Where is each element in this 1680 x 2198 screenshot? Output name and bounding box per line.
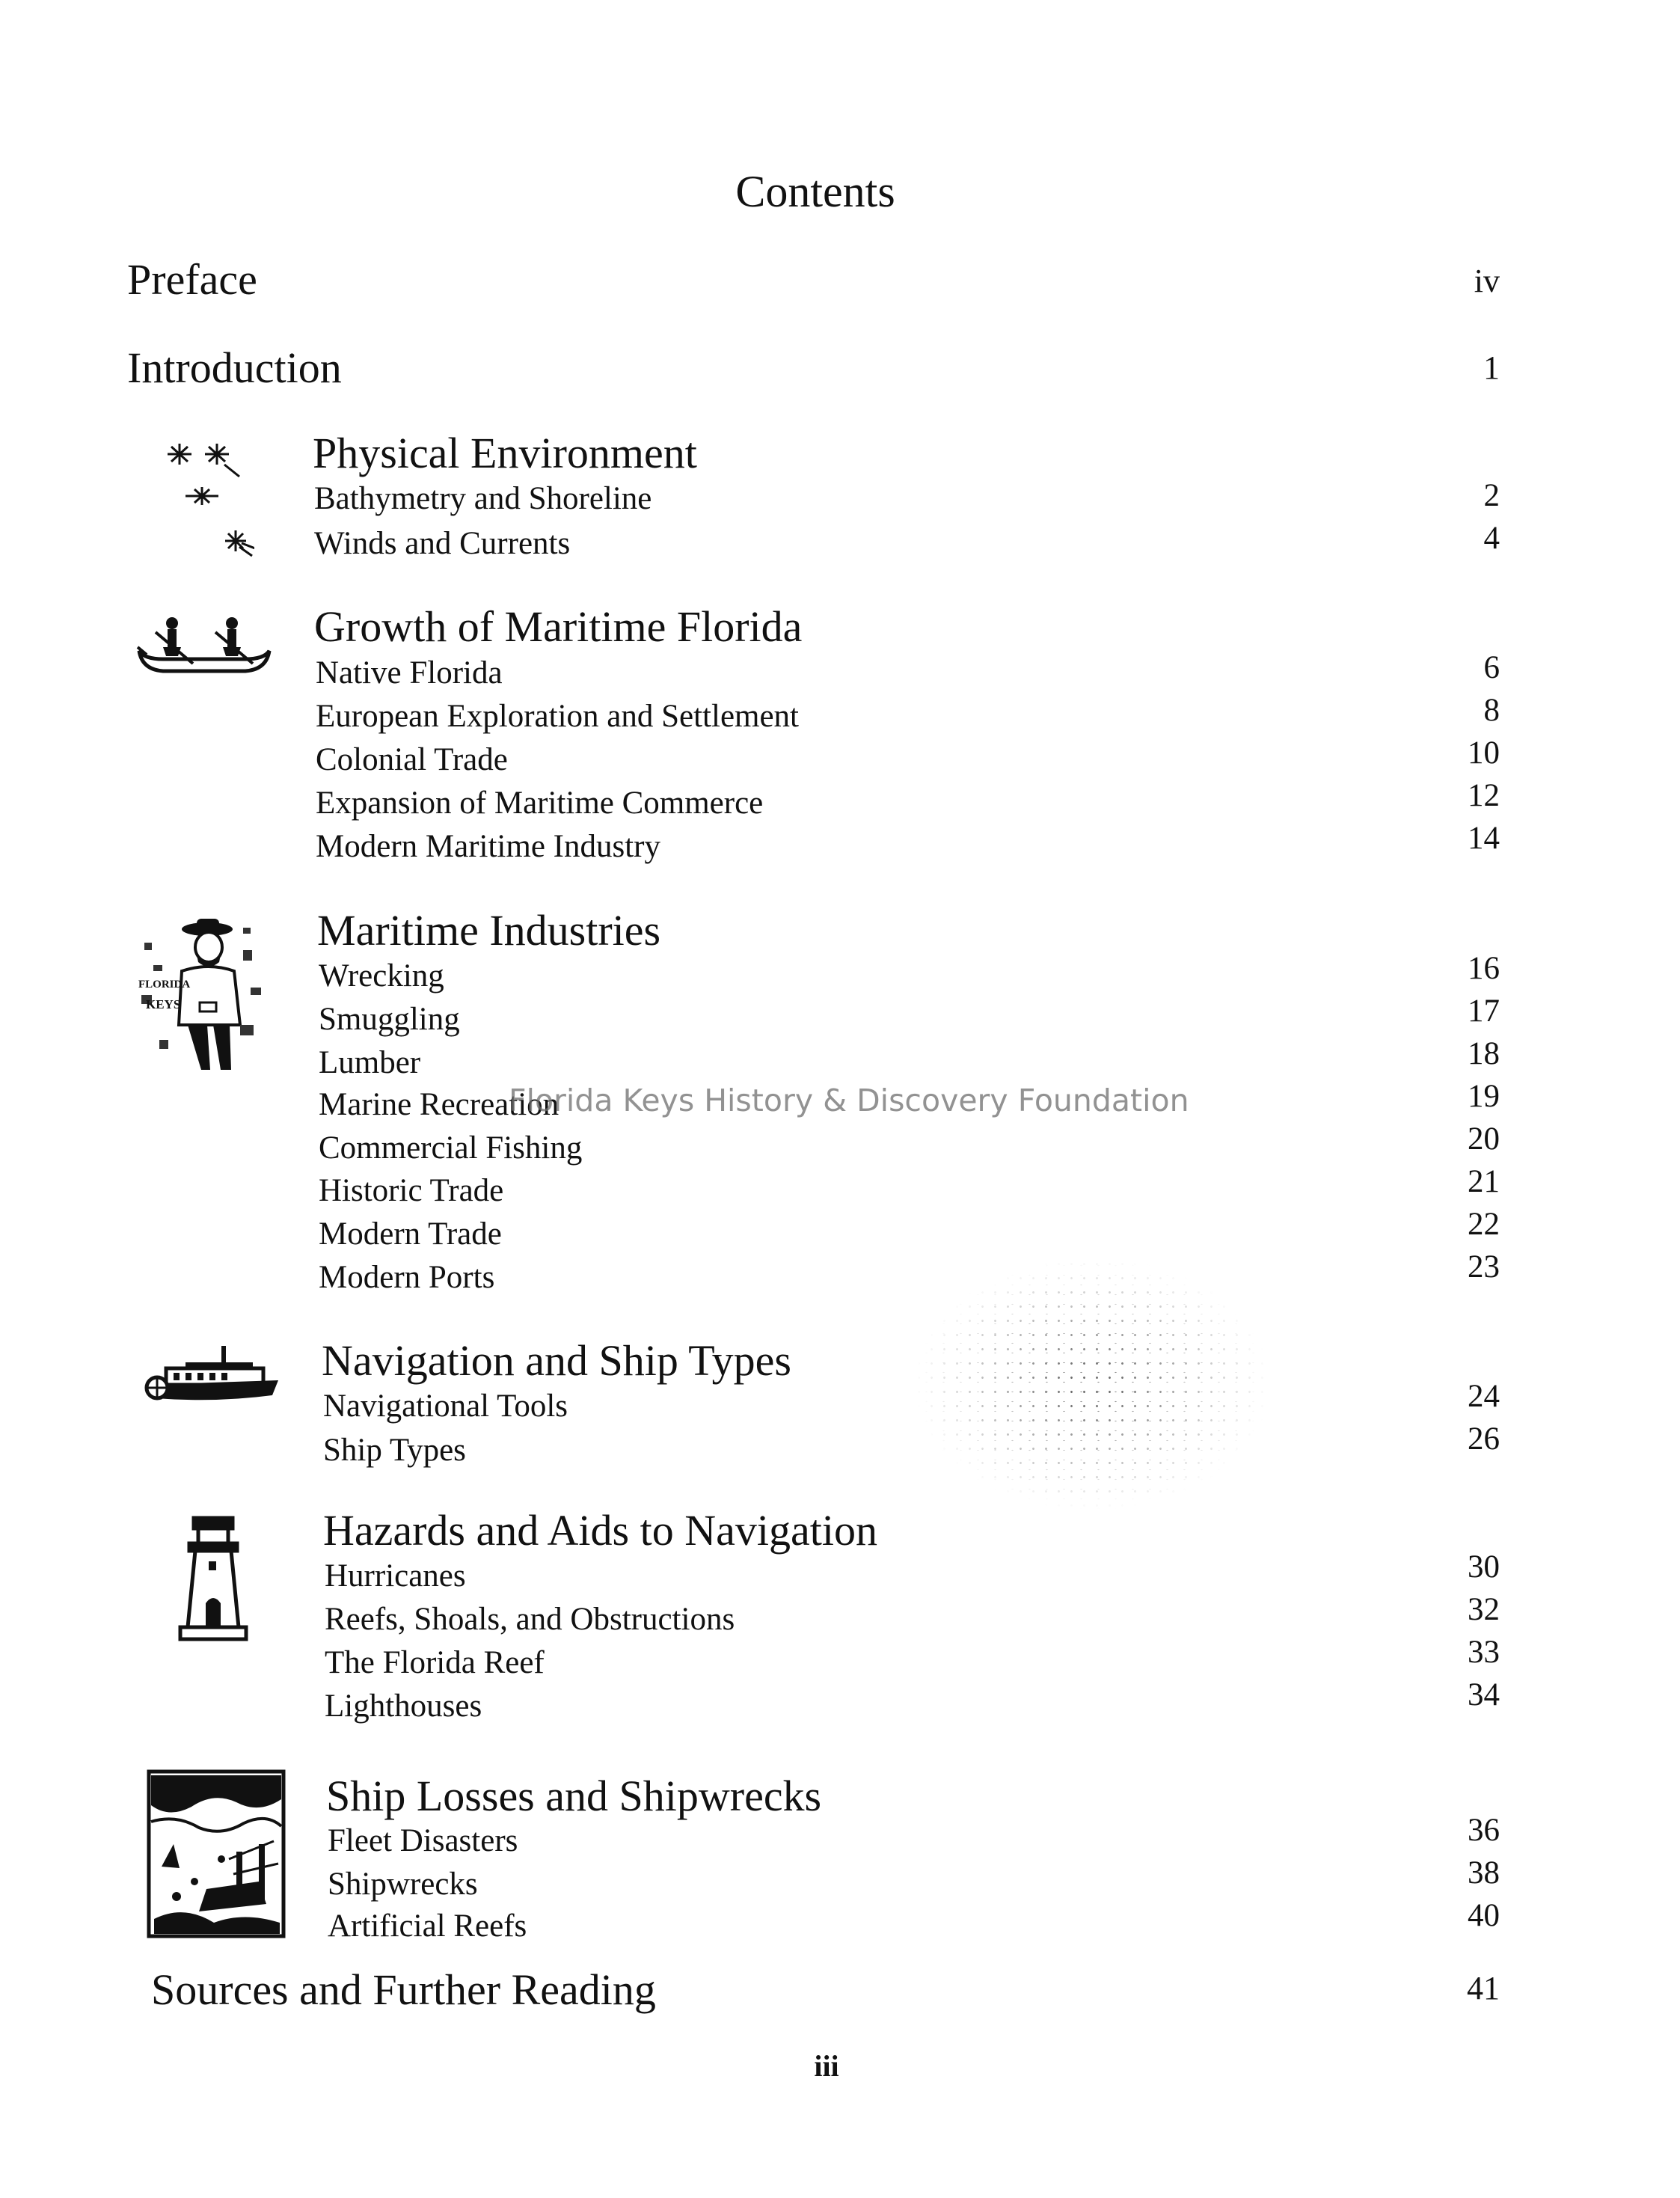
toc-preface-page: iv [1474,263,1500,299]
section-title-hazards: Hazards and Aids to Navigation [323,1506,877,1555]
toc-entry: The Florida Reef [325,1645,545,1680]
toc-entry: Lighthouses [325,1689,482,1724]
toc-entry-page: 40 [1468,1898,1500,1933]
toc-entry-page: 12 [1468,778,1500,813]
toc-preface-label: Preface [127,255,257,304]
shipwreck-scene-icon [147,1769,286,1938]
toc-entry-page: 34 [1468,1677,1500,1712]
toc-entry-page: 6 [1483,650,1500,685]
toc-entry-page: 10 [1468,735,1500,771]
svg-text:KEYS: KEYS [146,997,181,1011]
toc-entry: Hurricanes [325,1558,466,1594]
scan-noise [913,1257,1272,1511]
toc-entry-page: 36 [1468,1813,1500,1848]
toc-entry-page: 17 [1468,994,1500,1029]
toc-entry-page: 33 [1468,1635,1500,1670]
toc-sources-page: 41 [1467,1970,1500,2006]
page-number: iii [814,2049,839,2083]
toc-entry: Fleet Disasters [328,1823,518,1858]
toc-entry: Historic Trade [319,1173,504,1208]
toc-entry-page: 21 [1468,1164,1500,1199]
toc-entry-page: 2 [1483,478,1500,513]
section-title-maritime-industries: Maritime Industries [317,906,661,955]
lighthouse-icon [176,1515,251,1646]
toc-entry-page: 16 [1468,951,1500,986]
section-title-navigation: Navigation and Ship Types [322,1336,791,1385]
toc-entry: Marine Recreation [319,1087,560,1122]
toc-entry-page: 4 [1483,521,1500,556]
toc-entry: Artificial Reefs [328,1908,527,1944]
toc-entry: Winds and Currents [314,526,571,561]
starburst-icon [157,438,254,565]
toc-sources-label: Sources and Further Reading [151,1965,656,2014]
toc-entry-page: 32 [1468,1592,1500,1627]
svg-text:FLORIDA: FLORIDA [138,979,191,991]
toc-entry: Reefs, Shoals, and Obstructions [325,1602,735,1637]
toc-entry-page: 19 [1468,1079,1500,1114]
toc-entry-page: 30 [1468,1549,1500,1585]
toc-entry: Colonial Trade [316,742,508,777]
toc-entry: Modern Trade [319,1216,502,1252]
toc-entry: European Exploration and Settlement [316,699,800,734]
steamboat-icon [141,1343,283,1410]
toc-entry: Commercial Fishing [319,1130,583,1166]
toc-entry: Shipwrecks [328,1867,478,1902]
toc-entry: Bathymetry and Shoreline [314,481,652,516]
section-title-physical-environment: Physical Environment [313,429,697,477]
section-title-ship-losses: Ship Losses and Shipwrecks [326,1772,822,1820]
section-title-growth: Growth of Maritime Florida [314,602,803,651]
toc-entry: Ship Types [323,1433,466,1468]
toc-entry: Navigational Tools [323,1389,568,1424]
toc-entry-page: 23 [1468,1249,1500,1285]
page-title: Contents [735,167,895,216]
toc-entry: Modern Ports [319,1260,495,1295]
toc-entry-page: 38 [1468,1855,1500,1891]
toc-entry: Lumber [319,1045,421,1080]
toc-entry-page: 14 [1468,821,1500,856]
toc-entry-page: 24 [1468,1379,1500,1414]
toc-entry: Native Florida [316,655,503,691]
wrecker-man-icon [138,913,266,1070]
watermark: Florida Keys History & Discovery Foundation [509,1083,1189,1118]
toc-entry-page: 22 [1468,1207,1500,1242]
toc-introduction-page: 1 [1483,349,1500,386]
toc-entry: Wrecking [319,958,444,994]
toc-entry-page: 8 [1483,693,1500,728]
toc-entry-page: 26 [1468,1421,1500,1457]
toc-entry: Smuggling [319,1002,460,1037]
toc-entry: Expansion of Maritime Commerce [316,786,764,821]
canoe-icon [133,610,275,685]
toc-entry-page: 18 [1468,1036,1500,1071]
toc-entry: Modern Maritime Industry [316,829,660,864]
toc-entry-page: 20 [1468,1121,1500,1157]
toc-introduction-label: Introduction [127,343,342,392]
